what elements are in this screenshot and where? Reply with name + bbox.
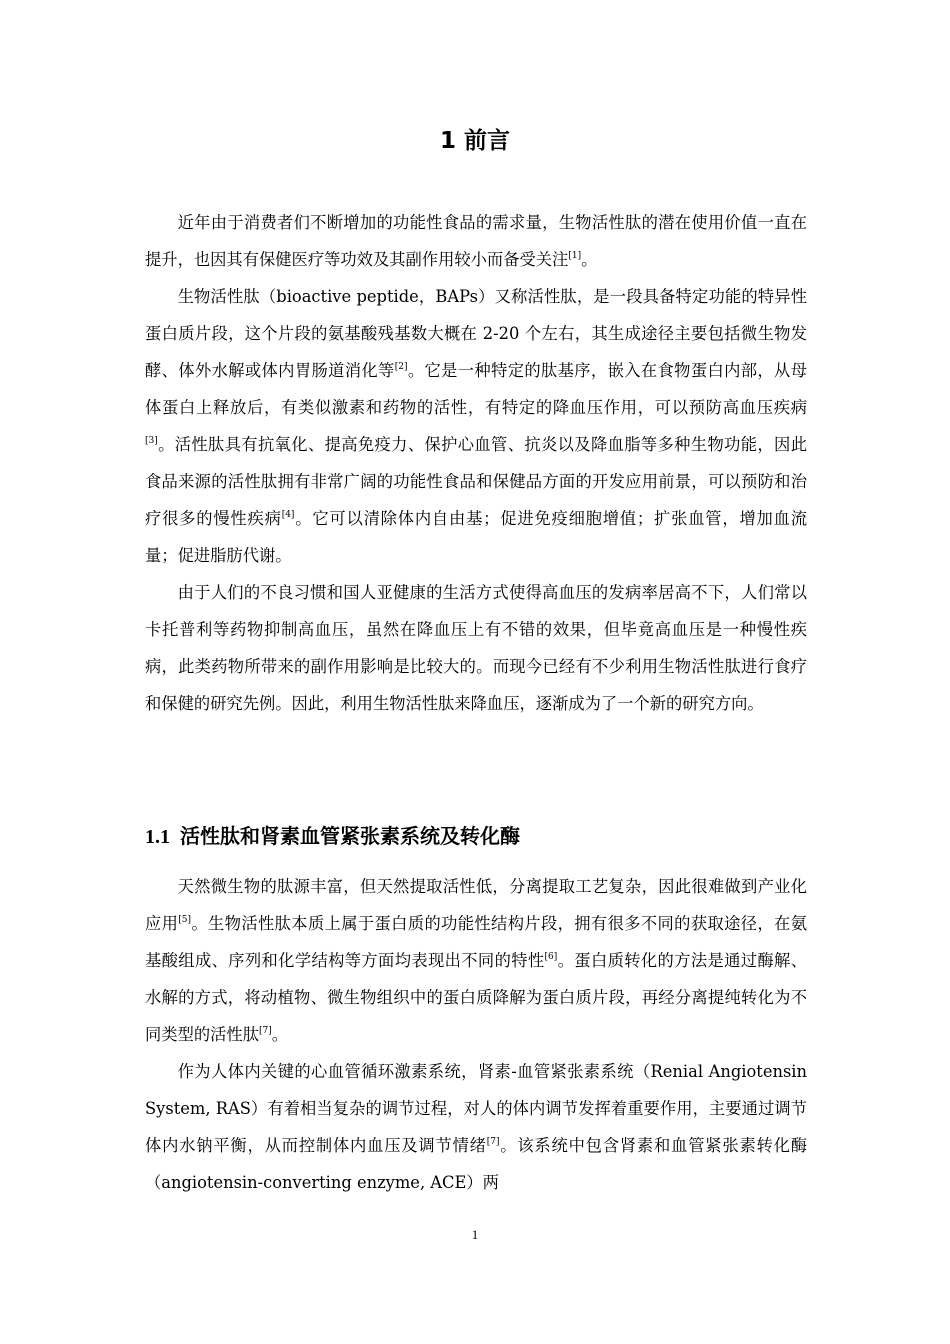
paragraph	[145, 1053, 807, 1201]
paragraph-text: 。它是一种特定的肽基序，嵌入在食物蛋白内部，从母体蛋白上释放后，有类似激素和药物的活性，有特定的降血压作用，可以预防高血压疾病	[145, 361, 807, 417]
paragraph-text: 。活性肽具有抗氧化、提高免疫力、保护心血管、抗炎以及降血脂等多种生物功能，因此食品来源的活性肽拥有非常广阔的功能性食品和保健品方面的开发应用前景，可以预防和治疗很多的慢性疾病	[145, 435, 807, 528]
section-text	[145, 868, 807, 1201]
citation: [3]	[145, 436, 158, 446]
section-heading	[145, 819, 807, 854]
page-number: 1	[471, 1227, 479, 1242]
section-title: 活性肽和肾素血管紧张素系统及转化酶	[180, 824, 520, 848]
paragraph	[145, 278, 807, 574]
citation: [4]	[281, 510, 295, 520]
paragraph-text: 天然微生物的肽源丰富，但天然提取活性低，分离提取工艺复杂，因此很难做到产业化应用	[145, 877, 807, 933]
paragraph-text: 生物活性肽（bioactive peptide，BAPs）又称活性肽，是一段具备特定功能的特异性蛋白质片段，这个片段的氨基酸残基数大概在 2-20 个左右，其生成途径主要包括微生物发酵、体外水解或体内胃肠道消化等	[145, 287, 807, 380]
paragraph-text: 。蛋白质转化的方法是通过酶解、水解的方式，将动植物、微生物组织中的蛋白质降解为蛋白质片段，再经分离提纯转化为不同类型的活性肽	[145, 951, 807, 1044]
paragraph-text: 作为人体内关键的心血管循环激素系统，肾素-血管紧张素系统（Renial Angiotensin System, RAS）有着相当复杂的调节过程，对人的体内调节发挥着重要作用，主要通过调节体内水钠平衡，从而控制体内血压及调节情绪	[145, 1062, 807, 1155]
paragraph	[145, 574, 807, 722]
paragraph-text: 由于人们的不良习惯和国人亚健康的生活方式使得高血压的发病率居高不下，人们常以卡托普利等药物抑制高血压，虽然在降血压上有不错的效果，但毕竟高血压是一种慢性疾病，此类药物所带来的副作用影响是比较大的。而现今已经有不少利用生物活性肽进行食疗和保健的研究先例。因此，利用生物活性肽来降血压，逐渐成为了一个新的研究方向。	[145, 583, 807, 713]
citation: [7]	[486, 1137, 500, 1147]
chapter-title: 1 前言	[439, 128, 510, 154]
citation: [2]	[394, 362, 408, 372]
citation: [1]	[568, 251, 582, 261]
paragraph-text: 。	[271, 1025, 289, 1044]
paragraph-text: 近年由于消费者们不断增加的功能性食品的需求量，生物活性肽的潜在使用价值一直在提升，也因其有保健医疗等功效及其副作用较小而备受关注	[145, 213, 807, 269]
paragraph	[145, 868, 807, 1053]
paragraph-text: 。生物活性肽本质上属于蛋白质的功能性结构片段，拥有很多不同的获取途径，在氨基酸组成、序列和化学结构等方面均表现出不同的特性	[145, 914, 807, 970]
citation: [7]	[258, 1026, 272, 1036]
citation: [5]	[178, 915, 192, 925]
paragraph	[145, 204, 807, 278]
section-number: 1.1	[145, 826, 170, 848]
paragraph-text: 。它可以清除体内自由基；促进免疫细胞增值；扩张血管，增加血流量；促进脂肪代谢。	[145, 509, 807, 565]
intro-text	[145, 204, 807, 722]
paragraph-text: 。	[581, 250, 598, 269]
paragraph-text: 。该系统中包含肾素和血管紧张素转化酶（angiotensin-converting enzyme, ACE）两	[145, 1136, 807, 1192]
citation: [6]	[544, 952, 558, 962]
